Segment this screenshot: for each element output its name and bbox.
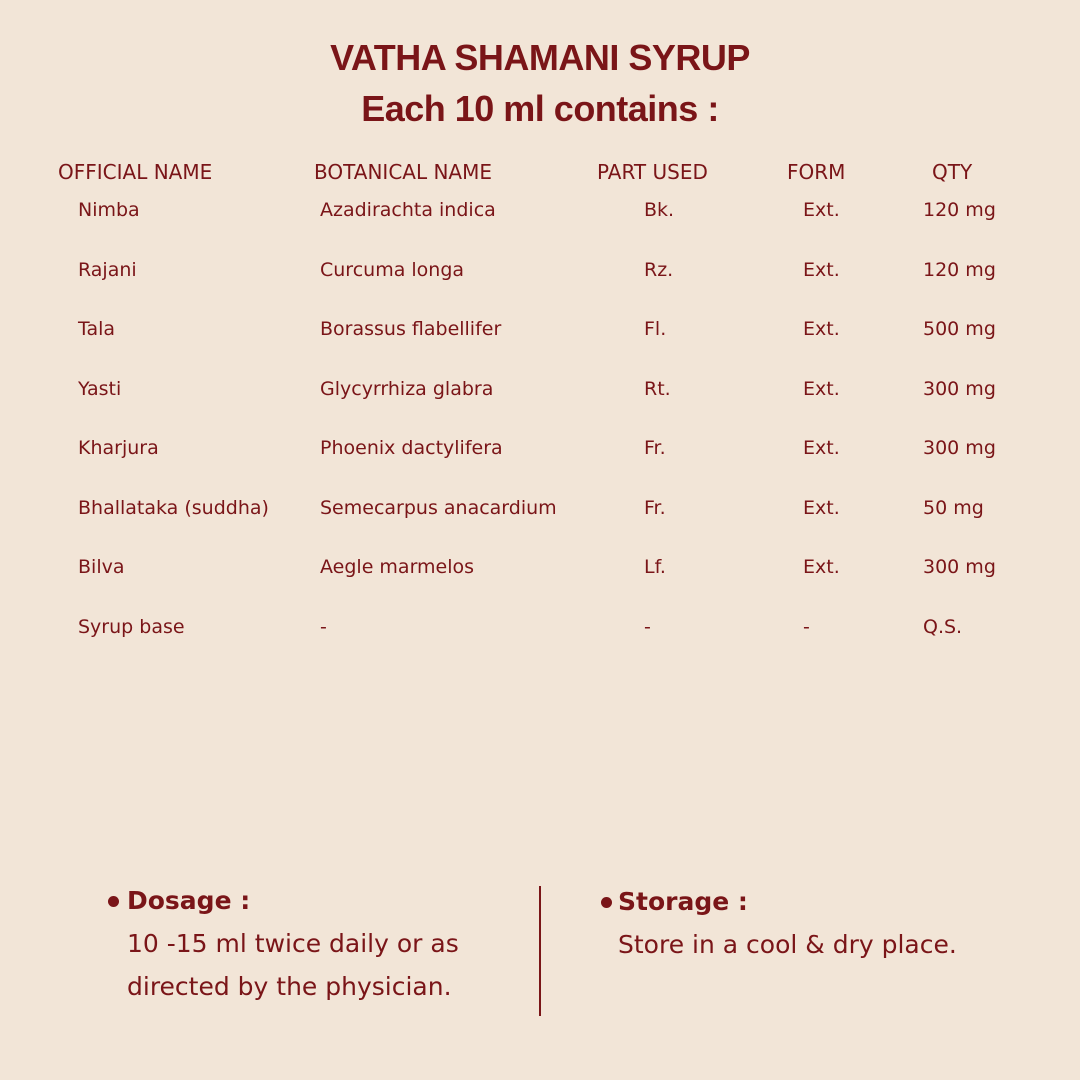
- cell-part-used: Rt.: [644, 377, 671, 400]
- header-form: FORM: [787, 160, 846, 184]
- header-part-used: PART USED: [597, 160, 708, 184]
- cell-botanical-name: Semecarpus anacardium: [320, 496, 557, 519]
- cell-official-name: Yasti: [78, 377, 122, 400]
- cell-botanical-name: Azadirachta indica: [320, 199, 496, 221]
- cell-botanical-name: -: [320, 615, 327, 638]
- cell-part-used: Rz.: [644, 258, 674, 281]
- cell-part-used: -: [644, 615, 651, 638]
- cell-official-name: Tala: [78, 318, 116, 340]
- cell-form: Ext.: [803, 258, 840, 281]
- cell-official-name: Kharjura: [78, 437, 159, 459]
- cell-part-used: Fr.: [644, 437, 666, 459]
- cell-official-name: Nimba: [78, 199, 140, 221]
- cell-form: Ext.: [803, 556, 840, 578]
- cell-official-name: Bhallataka (suddha): [78, 496, 269, 519]
- section-divider: [539, 886, 541, 1016]
- cell-qty: 120 mg: [923, 199, 996, 221]
- dosage-text-line-1: 10 -15 ml twice daily or as: [127, 929, 459, 958]
- cell-qty: 50 mg: [923, 496, 984, 519]
- serving-size: Each 10 ml contains :: [361, 88, 719, 129]
- cell-official-name: Syrup base: [78, 615, 185, 638]
- storage-title: Storage :: [618, 887, 748, 916]
- cell-part-used: Bk.: [644, 199, 675, 221]
- cell-qty: Q.S.: [923, 615, 963, 638]
- storage-text: Store in a cool & dry place.: [618, 930, 957, 959]
- cell-form: Ext.: [803, 199, 840, 221]
- cell-botanical-name: Aegle marmelos: [320, 556, 475, 578]
- cell-official-name: Rajani: [78, 258, 137, 281]
- cell-botanical-name: Glycyrrhiza glabra: [320, 377, 494, 400]
- cell-botanical-name: Phoenix dactylifera: [320, 437, 503, 459]
- dosage-title: Dosage :: [127, 886, 251, 915]
- header-botanical-name: BOTANICAL NAME: [314, 160, 492, 184]
- header-qty: QTY: [932, 160, 973, 184]
- storage-bullet-icon: [601, 897, 612, 908]
- cell-qty: 300 mg: [923, 377, 996, 400]
- cell-botanical-name: Curcuma longa: [320, 258, 465, 281]
- cell-form: -: [803, 615, 810, 638]
- cell-form: Ext.: [803, 496, 840, 519]
- cell-form: Ext.: [803, 318, 840, 340]
- cell-form: Ext.: [803, 377, 840, 400]
- cell-part-used: Fl.: [644, 318, 667, 340]
- cell-part-used: Fr.: [644, 496, 666, 519]
- cell-qty: 500 mg: [923, 318, 996, 340]
- cell-qty: 120 mg: [923, 258, 996, 281]
- cell-part-used: Lf.: [644, 556, 666, 578]
- header-official-name: OFFICIAL NAME: [58, 160, 213, 184]
- cell-qty: 300 mg: [923, 556, 996, 578]
- cell-official-name: Bilva: [78, 556, 125, 578]
- product-name: VATHA SHAMANI SYRUP: [330, 37, 750, 78]
- dosage-bullet-icon: [108, 896, 119, 907]
- cell-botanical-name: Borassus flabellifer: [320, 318, 502, 340]
- dosage-text-line-2: directed by the physician.: [127, 972, 452, 1001]
- cell-form: Ext.: [803, 437, 840, 459]
- cell-qty: 300 mg: [923, 437, 996, 459]
